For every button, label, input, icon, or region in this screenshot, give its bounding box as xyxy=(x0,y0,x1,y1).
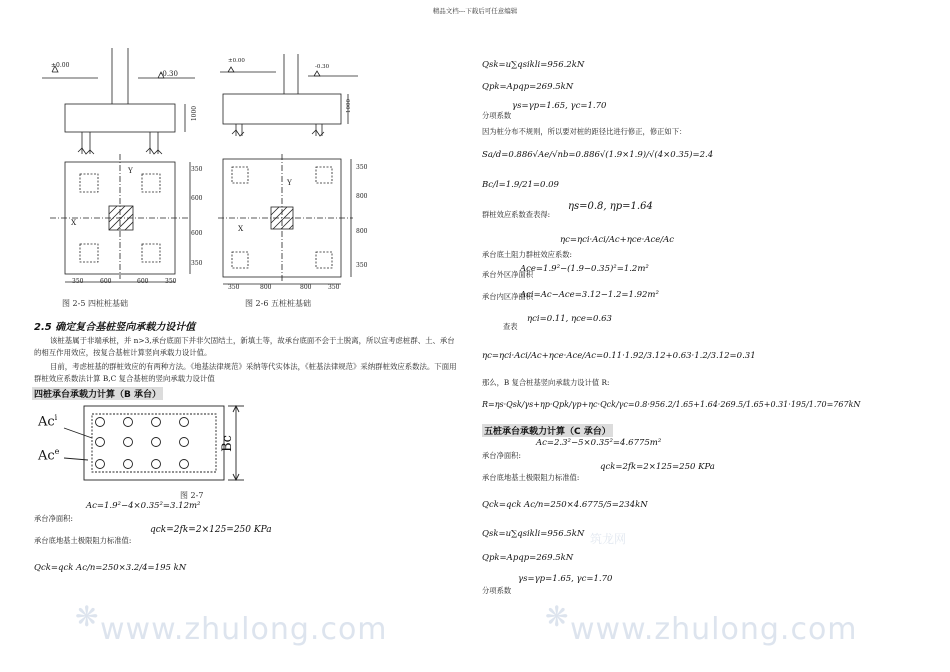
fig26-dim-r1: 350 xyxy=(356,164,368,171)
section-paragraph-1: 该桩基属于非端承桩，并 n>3,承台底面下并非欠固结土，新填土等，故承台底面不会于土脱离，所以宜考虑桩群、土、承台的相互作用效应，按复合基桩计算竖向承载力设计值。 xyxy=(34,336,455,357)
formula-qpk2: Qpk=Apqp=269.5kN xyxy=(482,553,574,563)
formula-gamma: γs=γp=1.65, γc=1.70 xyxy=(512,101,607,111)
fig25-dim-r4: 350 xyxy=(191,260,203,267)
watermark-mid: 筑龙网 xyxy=(590,532,627,546)
fig25-dim-r1: 350 xyxy=(191,166,203,173)
label-etac: 承台底土阻力群桩效应系数: xyxy=(482,250,573,259)
watermark-left: www.zhulong.com xyxy=(100,612,388,647)
fig25-dim-r2: 600 xyxy=(191,195,203,202)
fig27-ac-i: Ac$^i$ xyxy=(38,413,58,430)
formula-gamma2: γs=γp=1.65, γc=1.70 xyxy=(518,574,613,584)
formula-aci: Aci=Ac−Ace=3.12−1.2=1.92m² xyxy=(520,290,659,300)
formula-ac-c: Ac=2.3²−5×0.35²=4.6775m² xyxy=(536,438,662,448)
formula-r: R=ηs·Qsk/γs+ηp·Qpk/γp+ηc·Qck/γc=0.8·956.2/1.65+1.64·269.5/1.65+0.31·195/1.70=767kN xyxy=(482,400,861,409)
fig25-elev2: -0.30 xyxy=(160,70,178,78)
label-outer: 承台外区净面积 xyxy=(482,270,534,279)
label-cha: 查表 xyxy=(503,322,518,331)
formula-qsk2: Qsk=u∑qsikli=956.5kN xyxy=(482,529,585,539)
b-cap-title: 四桩承台承载力计算（B 承台） xyxy=(32,387,163,400)
fig25-axis-x: X xyxy=(71,218,77,227)
fig25-dim-b4: 350 xyxy=(165,278,177,285)
formula-qsk: Qsk=u∑qsikli=956.2kN xyxy=(482,60,585,70)
section-title: 2.5 确定复合基桩竖向承载力设计值 xyxy=(34,322,196,333)
fig26-dim-b1: 350 xyxy=(228,284,240,291)
fig26-depth: 1000 xyxy=(346,99,352,113)
fig27-bc: Bc xyxy=(219,435,235,452)
label-fenxiang: 分项系数 xyxy=(482,111,512,120)
fig26-dim-b4: 350 xyxy=(328,284,340,291)
fig26-dim-r3: 800 xyxy=(356,228,368,235)
fig26-axis-y: Y xyxy=(287,178,292,187)
fig26-caption: 图 2-6 五桩桩基础 xyxy=(245,299,311,308)
fig25-depth: 1000 xyxy=(191,105,199,122)
formula-ac: Ac=1.9²−4×0.35²=3.12m² xyxy=(86,501,201,511)
text-b-design: 那么，B 复合桩基竖向承载力设计值 R: xyxy=(482,378,610,387)
fig27-caption: 图 2-7 xyxy=(180,491,204,500)
page-header: 精品文档---下载后可任意编辑 xyxy=(432,7,518,15)
label-group: 群桩效应系数查表得: xyxy=(482,210,551,219)
fig26-elev1: ±0.00 xyxy=(228,58,245,64)
fig26-elev2: -0.30 xyxy=(315,64,330,70)
formula-eta-ci: ηci=0.11, ηce=0.63 xyxy=(527,314,612,324)
label-fenxiang2: 分项系数 xyxy=(482,586,512,595)
c-cap-title: 五桩承台承载力计算（C 承台） xyxy=(482,424,613,437)
label-qck-c: 承台底地基土极限阻力标准值: xyxy=(482,473,580,482)
watermark-right: www.zhulong.com xyxy=(570,612,858,647)
watermark-logo-icon: ❋ xyxy=(75,600,99,633)
fig25-dim-b3: 600 xyxy=(137,278,149,285)
label-ac: 承台净面积: xyxy=(34,514,73,523)
formula-qc-c: Qck=qck Ac/n=250×4.6775/5=234kN xyxy=(482,500,648,510)
fig25-axis-y: Y xyxy=(128,166,133,175)
fig26-dim-r2: 800 xyxy=(356,193,368,200)
fig26-dim-b3: 800 xyxy=(300,284,312,291)
formula-etac-calc: ηc=ηci·Aci/Ac+ηce·Ace/Ac=0.11·1.92/3.12+0.63·1.2/3.12=0.31 xyxy=(482,351,756,361)
label-qck: 承台底地基土极限阻力标准值: xyxy=(34,536,132,545)
formula-qck: qck=2fk=2×125=250 KPa xyxy=(150,525,272,535)
formula-qpk: Qpk=Apqp=269.5kN xyxy=(482,82,574,92)
figure-2-6 xyxy=(218,54,368,294)
label-ac-c: 承台净面积: xyxy=(482,451,521,460)
fig26-dim-r4: 350 xyxy=(356,262,368,269)
formula-etac: ηc=ηci·Aci/Ac+ηce·Ace/Ac xyxy=(560,235,675,245)
fig26-axis-x: X xyxy=(238,224,244,233)
fig25-elev1: ±0.00 xyxy=(51,62,70,69)
formula-qck-c: qck=2fk=2×125=250 KPa xyxy=(600,462,715,472)
formula-sa-d: Sa/d=0.886√Ae/√nb=0.886√(1.9×1.9)/√(4×0.35)=2.4 xyxy=(482,150,714,160)
text-irregular: 因为桩分布不规则，所以要对桩的距径比进行修正，修正如下： xyxy=(482,127,687,136)
fig25-caption: 图 2-5 四桩桩基础 xyxy=(62,299,128,308)
formula-qc: Qck=qck Ac/n=250×3.2/4=195 kN xyxy=(34,563,187,573)
fig25-dim-b1: 350 xyxy=(72,278,84,285)
fig26-dim-b2: 800 xyxy=(260,284,272,291)
fig27-ac-e: Ac$^e$ xyxy=(38,447,60,464)
fig25-dim-b2: 600 xyxy=(100,278,112,285)
formula-eta-sp: ηs=0.8, ηp=1.64 xyxy=(568,201,653,212)
formula-bc-l: Bc/l=1.9/21=0.09 xyxy=(482,180,559,190)
section-paragraph-2: 目前，考虑桩基的群桩效应的有两种方法。《地基法律规范》采纳等代实体法，《桩基法律规范》采纳群桩效应系数法。下面用群桩效应系数法计算 B,C 复合基桩的竖向承载力设计值 xyxy=(34,362,457,383)
fig25-dim-r3: 600 xyxy=(191,230,203,237)
label-inner: 承台内区净面积 xyxy=(482,292,534,301)
watermark-logo-icon-right: ❋ xyxy=(545,600,569,633)
formula-ace: Ace=1.9²−(1.9−0.35)²=1.2m² xyxy=(520,264,649,274)
